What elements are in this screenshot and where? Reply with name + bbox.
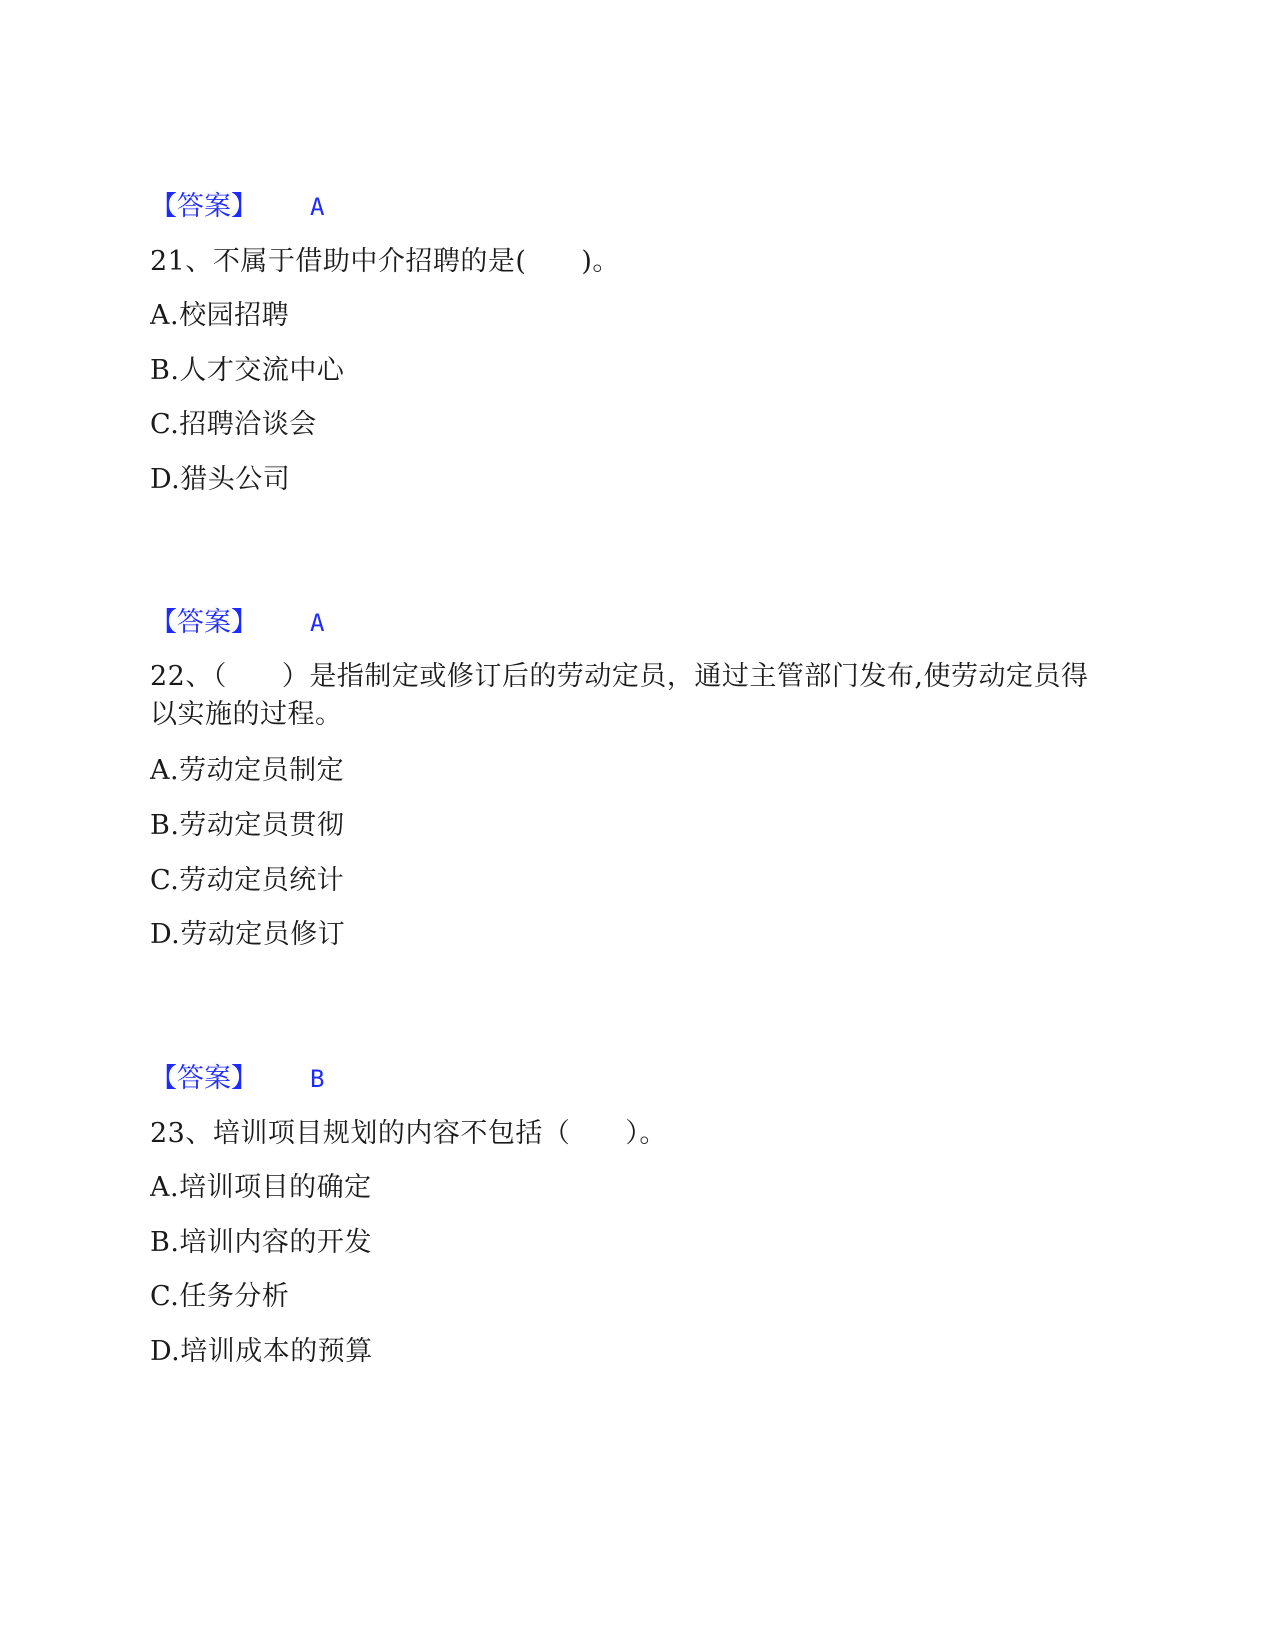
- option-text: B.劳动定员贯彻: [150, 810, 345, 841]
- answer-label: 【答案】: [150, 607, 258, 638]
- option-23-b: [150, 1224, 1110, 1262]
- answer-label: 【答案】: [150, 1063, 258, 1094]
- answer-line: [150, 604, 1110, 642]
- option-21-c: [150, 406, 1110, 444]
- option-23-a: [150, 1169, 1110, 1207]
- option-text: C.任务分析: [150, 1281, 290, 1312]
- option-text: C.招聘洽谈会: [150, 409, 317, 440]
- option-21-b: [150, 352, 1110, 390]
- option-22-b: [150, 807, 1110, 845]
- option-21-a: [150, 297, 1110, 335]
- answer-line: [150, 1060, 1110, 1098]
- option-text: A.校园招聘: [150, 300, 290, 331]
- answer-block-21: [150, 604, 1110, 642]
- option-text: D.培训成本的预算: [150, 1336, 373, 1367]
- answer-block-22: [150, 1060, 1110, 1098]
- question-block-21: [150, 243, 1110, 281]
- question-block-23: [150, 1115, 1110, 1153]
- answer-line: [150, 188, 1110, 226]
- question-block-22: [150, 658, 1110, 734]
- answer-value: A: [310, 609, 325, 637]
- option-22-d: [150, 916, 1110, 954]
- option-text: B.培训内容的开发: [150, 1227, 372, 1258]
- option-22-a: [150, 752, 1110, 790]
- option-text: A.培训项目的确定: [150, 1172, 372, 1203]
- answer-value: A: [310, 193, 325, 221]
- option-23-d: [150, 1333, 1110, 1371]
- question-text: 23、培训项目规划的内容不包括（ ）。: [150, 1118, 667, 1149]
- option-text: C.劳动定员统计: [150, 865, 345, 896]
- option-21-d: [150, 461, 1110, 499]
- option-text: B.人才交流中心: [150, 355, 345, 386]
- question-text: 22、（ ）是指制定或修订后的劳动定员，通过主管部门发布,使劳动定员得以实施的过程。: [150, 661, 1089, 730]
- option-22-c: [150, 862, 1110, 900]
- option-text: D.劳动定员修订: [150, 919, 346, 950]
- option-23-c: [150, 1278, 1110, 1316]
- answer-value: B: [310, 1065, 325, 1093]
- option-text: D.猎头公司: [150, 464, 291, 495]
- option-text: A.劳动定员制定: [150, 755, 345, 786]
- question-text: 21、不属于借助中介招聘的是( )。: [150, 246, 620, 277]
- answer-block-20: [150, 188, 1110, 226]
- answer-label: 【答案】: [150, 191, 258, 222]
